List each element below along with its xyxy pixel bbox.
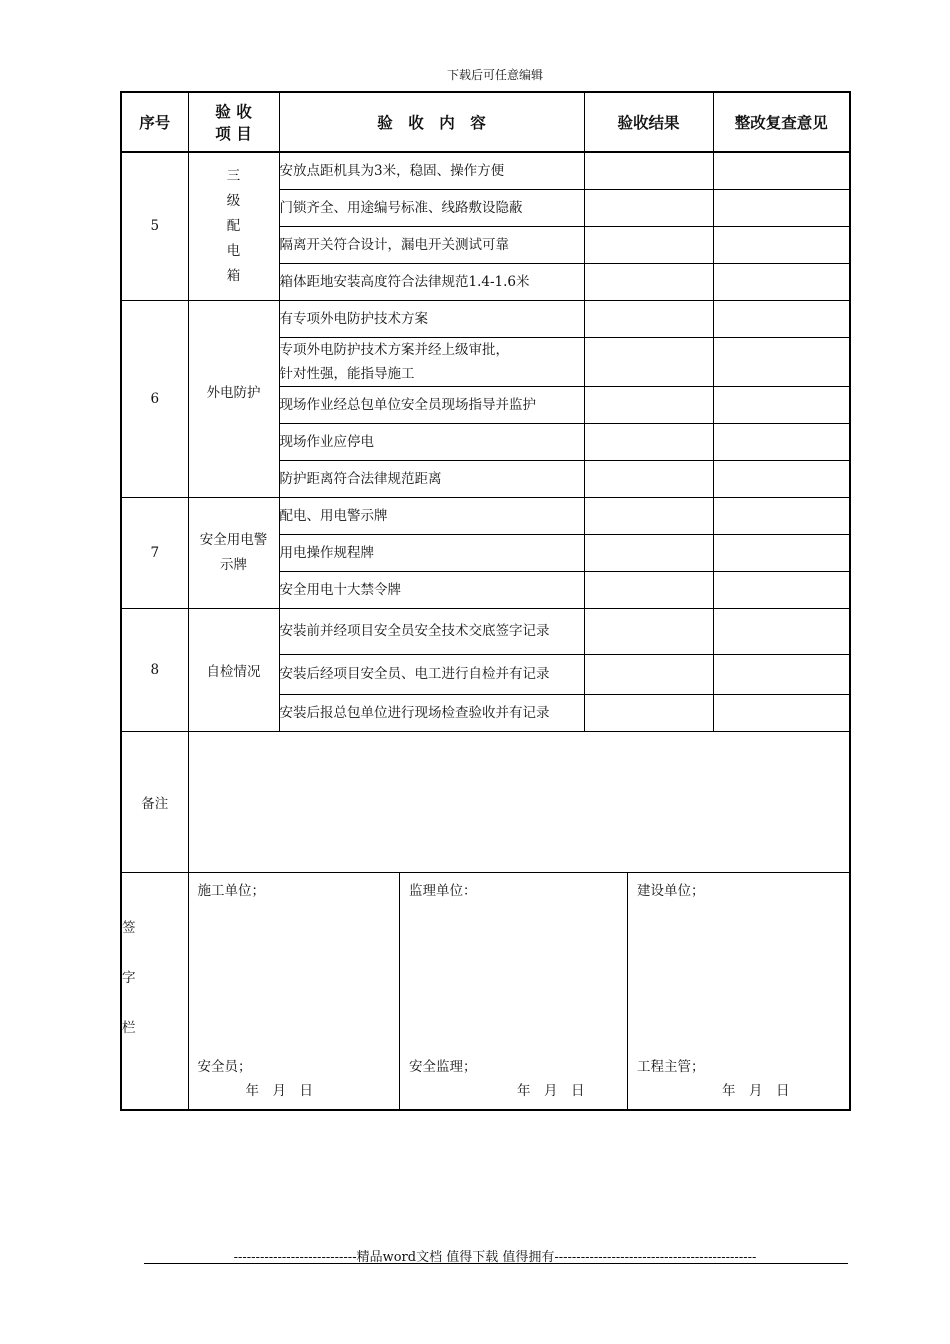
sign-date: 年 月 日 — [245, 1082, 313, 1099]
page-footer-text: ----------------------------精品word文档 值得下载 值得拥有---------------------------------------------- — [233, 1250, 757, 1265]
project-manager-label: 工程主管； — [637, 1058, 705, 1075]
group-item-char: 电 — [226, 242, 241, 259]
review-cell[interactable] — [713, 423, 850, 460]
table-row — [121, 608, 850, 654]
content-cell: 安装后经项目安全员、电工进行自检并有记录 — [279, 654, 584, 694]
sign-date: 年 月 日 — [517, 1082, 585, 1099]
content-cell: 安装前并经项目安全员安全技术交底签字记录 — [279, 608, 584, 654]
signature-area — [188, 872, 850, 1110]
result-cell[interactable] — [584, 608, 713, 654]
construction-sign-cell[interactable] — [189, 873, 400, 1109]
header-item-line1: 验 收 — [215, 102, 252, 121]
group-item-line: 示牌 — [220, 556, 247, 573]
header-seq: 序号 — [121, 92, 188, 152]
sign-date: 年 月 日 — [722, 1082, 790, 1099]
content-cell: 安放点距机具为3米，稳固、操作方便 — [279, 152, 584, 189]
page-top-note: 下载后可任意编辑 — [446, 68, 543, 82]
review-cell[interactable] — [713, 152, 850, 189]
review-cell[interactable] — [713, 189, 850, 226]
table-row — [121, 152, 850, 189]
content-cell: 现场作业应停电 — [279, 423, 584, 460]
result-cell[interactable] — [584, 226, 713, 263]
group-item-char: 三 — [226, 167, 241, 184]
review-cell[interactable] — [713, 337, 850, 386]
group-item-char: 级 — [226, 192, 241, 209]
acceptance-table — [120, 91, 851, 1111]
content-cell: 箱体距地安装高度符合法律规范1.4-1.6米 — [279, 263, 584, 300]
header-content: 验 收 内 容 — [279, 92, 584, 152]
content-cell: 用电操作规程牌 — [279, 534, 584, 571]
result-cell[interactable] — [584, 694, 713, 731]
signature-title — [121, 872, 188, 1110]
result-cell[interactable] — [584, 460, 713, 497]
result-cell[interactable] — [584, 189, 713, 226]
content-line: 专项外电防护技术方案并经上级审批， — [279, 341, 509, 358]
supervision-unit-label: 监理单位： — [409, 882, 477, 899]
signature-title-char: 栏 — [122, 1019, 136, 1036]
owner-sign-cell[interactable] — [628, 873, 850, 1109]
review-cell[interactable] — [713, 386, 850, 423]
content-cell: 安装后报总包单位进行现场检查验收并有记录 — [279, 694, 584, 731]
group-seq: 6 — [121, 300, 188, 497]
signature-table — [189, 873, 850, 1109]
review-cell[interactable] — [713, 497, 850, 534]
content-cell: 有专项外电防护技术方案 — [279, 300, 584, 337]
supervision-sign-cell[interactable] — [400, 873, 628, 1109]
safety-officer-label: 安全员； — [197, 1058, 252, 1075]
header-review: 整改复查意见 — [713, 92, 850, 152]
content-line: 针对性强，能指导施工 — [279, 365, 415, 382]
group-item-label: 外电防护 — [206, 384, 261, 401]
review-cell[interactable] — [713, 460, 850, 497]
signature-title-char: 字 — [122, 969, 136, 986]
review-cell[interactable] — [713, 263, 850, 300]
remark-row — [121, 731, 850, 872]
result-cell[interactable] — [584, 534, 713, 571]
result-cell[interactable] — [584, 300, 713, 337]
group-item — [188, 152, 279, 300]
result-cell[interactable] — [584, 654, 713, 694]
construction-unit-label: 施工单位； — [197, 882, 265, 899]
review-cell[interactable] — [713, 226, 850, 263]
table-row — [121, 300, 850, 337]
header-result: 验收结果 — [584, 92, 713, 152]
result-cell[interactable] — [584, 423, 713, 460]
result-cell[interactable] — [584, 263, 713, 300]
group-item — [188, 300, 279, 497]
table-row — [121, 497, 850, 534]
group-item — [188, 497, 279, 608]
owner-unit-label: 建设单位； — [637, 882, 705, 899]
result-cell[interactable] — [584, 337, 713, 386]
review-cell[interactable] — [713, 571, 850, 608]
group-seq: 7 — [121, 497, 188, 608]
result-cell[interactable] — [584, 497, 713, 534]
safety-supervisor-label: 安全监理； — [409, 1058, 477, 1075]
group-item-char: 配 — [226, 217, 241, 234]
header-item-line2: 项 目 — [215, 124, 252, 143]
result-cell[interactable] — [584, 571, 713, 608]
content-cell: 安全用电十大禁令牌 — [279, 571, 584, 608]
result-cell[interactable] — [584, 152, 713, 189]
review-cell[interactable] — [713, 608, 850, 654]
result-cell[interactable] — [584, 386, 713, 423]
content-cell: 现场作业经总包单位安全员现场指导并监护 — [279, 386, 584, 423]
review-cell[interactable] — [713, 694, 850, 731]
review-cell[interactable] — [713, 534, 850, 571]
header-item — [188, 92, 279, 152]
review-cell[interactable] — [713, 300, 850, 337]
group-seq: 5 — [121, 152, 188, 300]
review-cell[interactable] — [713, 654, 850, 694]
content-cell: 防护距离符合法律规范距离 — [279, 460, 584, 497]
signature-title-char: 签 — [122, 919, 136, 936]
group-item-line: 安全用电警 — [199, 531, 268, 548]
content-cell: 配电、用电警示牌 — [279, 497, 584, 534]
group-item: 自检情况 — [188, 608, 279, 731]
table-header-row — [121, 92, 850, 152]
group-seq: 8 — [121, 608, 188, 731]
content-cell: 门锁齐全、用途编号标准、线路敷设隐蔽 — [279, 189, 584, 226]
content-cell: 隔离开关符合设计，漏电开关测试可靠 — [279, 226, 584, 263]
group-item-char: 箱 — [226, 267, 241, 284]
footer-divider — [144, 1263, 848, 1264]
remark-field[interactable] — [188, 731, 850, 872]
content-cell — [279, 337, 584, 386]
remark-label: 备注 — [121, 731, 188, 872]
signature-row — [121, 872, 850, 1110]
